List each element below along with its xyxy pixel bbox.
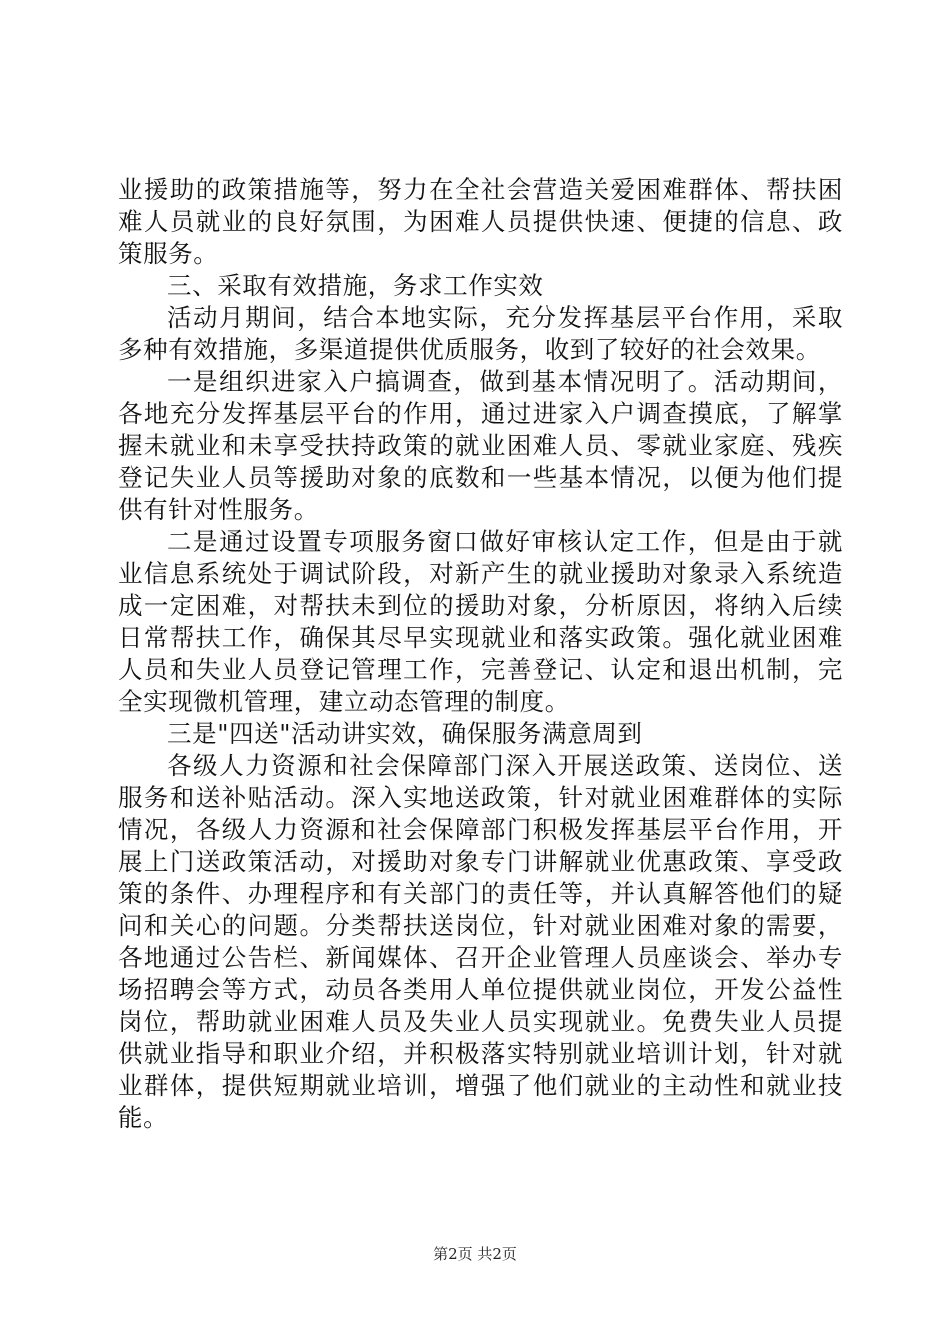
section-heading-3: 三、采取有效措施，务求工作实效 bbox=[167, 271, 544, 300]
document-body bbox=[118, 174, 843, 1134]
paragraph-3: 一是组织进家入户搞调查，做到基本情况明了。活动期间，各地充分发挥基层平台的作用，通过进家入户调查摸底，了解掌握未就业和未享受扶持政策的就业困难人员、零就业家庭、残疾登记失业人员等援助对象的底数和一些基本情况，以便为他们提供有针对性服务。 bbox=[118, 367, 843, 524]
paragraph-5: 各级人力资源和社会保障部门深入开展送政策、送岗位、送服务和送补贴活动。深入实地送政策，针对就业困难群体的实际情况，各级人力资源和社会保障部门积极发挥基层平台作用，开展上门送政策活动，对援助对象专门讲解就业优惠政策、享受政策的条件、办理程序和有关部门的责任等，并认真解答他们的疑问和关心的问题。分类帮扶送岗位，针对就业困难对象的需要，各地通过公告栏、新闻媒体、召开企业管理人员座谈会、举办专场招聘会等方式，动员各类用人单位提供就业岗位，开发公益性岗位，帮助就业困难人员及失业人员实现就业。免费失业人员提供就业指导和职业介绍，并积极落实特别就业培训计划，针对就业群体，提供短期就业培训，增强了他们就业的主动性和就业技能。 bbox=[118, 751, 843, 1132]
paragraph-2: 活动月期间，结合本地实际，充分发挥基层平台作用，采取多种有效措施，多渠道提供优质服务，收到了较好的社会效果。 bbox=[118, 303, 843, 364]
page-number-footer: 第2页 共2页 bbox=[433, 1245, 517, 1263]
paragraph-4: 二是通过设置专项服务窗口做好审核认定工作，但是由于就业信息系统处于调试阶段，对新产生的就业援助对象录入系统造成一定困难，对帮扶未到位的援助对象，分析原因，将纳入后续日常帮扶工作，确保其尽早实现就业和落实政策。强化就业困难人员和失业人员登记管理工作，完善登记、认定和退出机制，完全实现微机管理，建立动态管理的制度。 bbox=[118, 527, 843, 716]
paragraph-1: 业援助的政策措施等，努力在全社会营造关爱困难群体、帮扶困难人员就业的良好氛围，为困难人员提供快速、便捷的信息、政策服务。 bbox=[118, 175, 843, 268]
subheading-four-deliveries: 三是"四送"活动讲实效，确保服务满意周到 bbox=[167, 719, 643, 748]
